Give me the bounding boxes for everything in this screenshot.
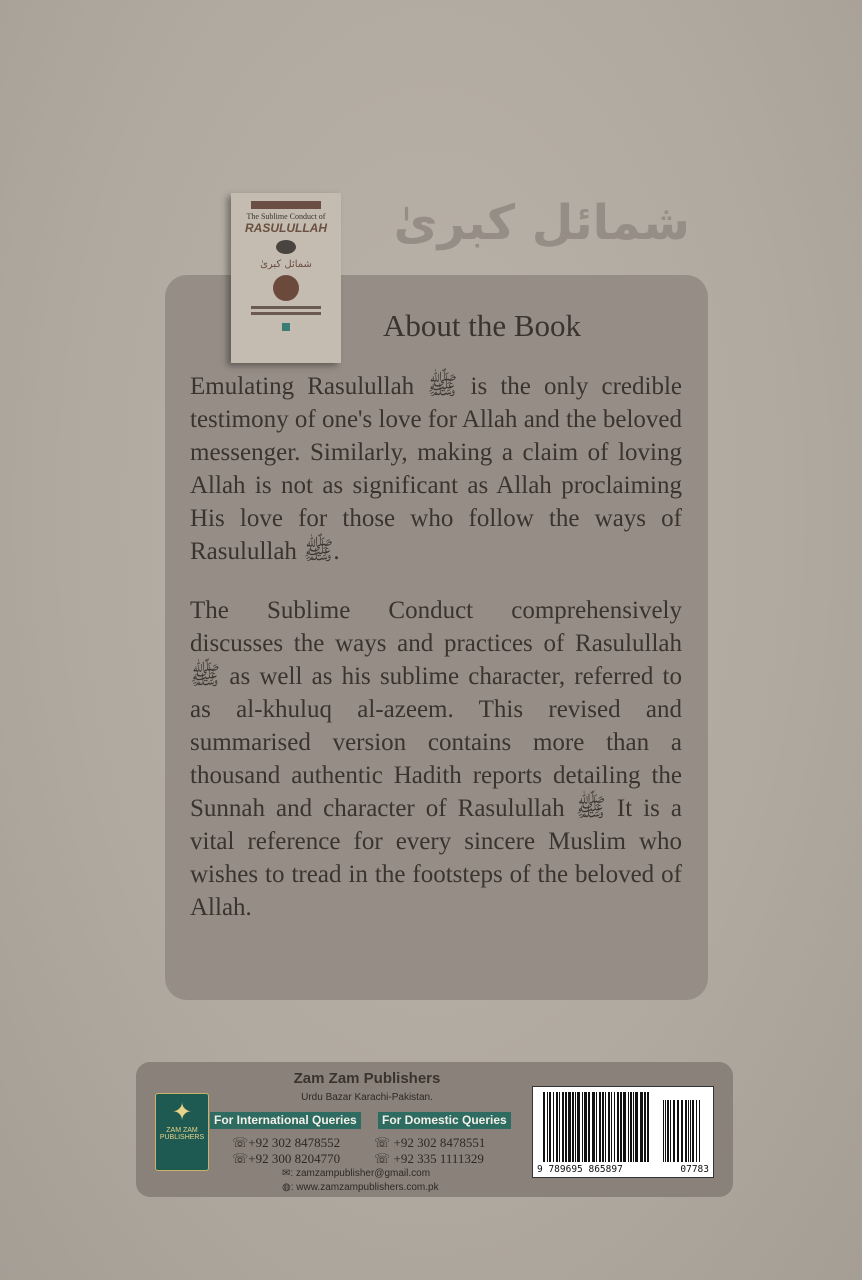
barcode-bar: [630, 1092, 632, 1162]
barcode-bar: [635, 1092, 638, 1162]
phone-icon: ☏: [374, 1135, 394, 1150]
barcode-bar: [562, 1092, 564, 1162]
barcode-bar: [547, 1092, 548, 1162]
isbn-digits: 9 789695 865897: [537, 1164, 623, 1175]
phone-number: +92 335 1111329: [393, 1151, 484, 1166]
barcode-bar: [677, 1100, 679, 1162]
barcode-bar: [699, 1100, 700, 1162]
barcode-bar: [681, 1100, 683, 1162]
barcode-bar: [565, 1092, 567, 1162]
barcode-bar: [690, 1100, 691, 1162]
publisher-logo: [155, 1093, 209, 1171]
barcode-bar: [575, 1092, 576, 1162]
thumbnail-arabic: شمائل کبریٰ: [260, 259, 312, 270]
about-heading: About the Book: [383, 308, 582, 343]
paragraph: The Sublime Conduct comprehensively discusses the ways and practices of Rasulullah ﷺ as well as his sublime character, referred to as al-khuluq al-azeem. This revised and summarised version contains more than a thousand authentic Hadith reports detailing the Sunnah and character of Rasulullah ﷺ It is a vital reference for every sincere Muslim who wishes to tread in the footsteps of the beloved of Allah.: [190, 597, 683, 921]
zamzam-emblem-icon: ✦: [171, 1099, 193, 1126]
publisher-logo-icon: [282, 323, 290, 331]
barcode-bar: [543, 1092, 545, 1162]
barcode-bar: [572, 1092, 574, 1162]
barcode-bar: [647, 1092, 649, 1162]
email-icon: ✉:: [282, 1168, 296, 1179]
barcode-bar: [582, 1092, 583, 1162]
barcode-bar: [663, 1100, 664, 1162]
publisher-name: Zam Zam Publishers: [293, 1070, 441, 1087]
barcode-bar: [628, 1092, 629, 1162]
barcode-bar: [623, 1092, 626, 1162]
thumbnail-subtitle: The Sublime Conduct of: [246, 212, 326, 221]
paragraph: Emulating Rasulullah ﷺ is the only credible testimony of one's love for Allah and the beloved messenger. Similarly, making a claim of loving Allah is not as significant as Allah proclaiming His love for those who follow the ways of Rasulullah ﷺ.: [190, 373, 682, 565]
isbn-barcode: [532, 1086, 714, 1178]
barcode-bar: [617, 1092, 619, 1162]
barcode-bar: [685, 1100, 687, 1162]
barcode-bar: [644, 1092, 646, 1162]
barcode-bar: [620, 1092, 622, 1162]
phone-number: +92 302 8478551: [393, 1135, 486, 1150]
barcode-bar: [584, 1092, 587, 1162]
email[interactable]: zamzampublisher@gmail.com: [295, 1168, 431, 1179]
globe-icon: ◍:: [282, 1182, 297, 1193]
publisher-box: [136, 1062, 733, 1197]
barcode-bar: [640, 1092, 643, 1162]
barcode-bar: [556, 1092, 558, 1162]
barcode-bar: [553, 1092, 554, 1162]
barcode-bar: [568, 1092, 571, 1162]
phone-number: +92 302 8478552: [248, 1135, 341, 1150]
publisher-address: Urdu Bazar Karachi-Pakistan.: [301, 1092, 433, 1103]
barcode-bar: [614, 1092, 615, 1162]
logo-text: ZAM ZAM PUBLISHERS: [159, 1127, 205, 1141]
addon-digits: 07783: [680, 1164, 709, 1175]
about-text: [190, 370, 682, 950]
barcode-bar: [596, 1092, 597, 1162]
barcode-bars: [543, 1092, 703, 1162]
arabic-title: شمائل کبریٰ: [393, 195, 690, 251]
barcode-bar: [696, 1100, 697, 1162]
translator-line: [251, 312, 321, 315]
thumbnail-title: RASULULLAH: [245, 221, 327, 235]
barcode-bar: [592, 1092, 595, 1162]
barcode-bar: [633, 1092, 634, 1162]
barcode-bar: [673, 1100, 675, 1162]
barcode-bar: [599, 1092, 601, 1162]
phone-number: +92 300 8204770: [248, 1151, 341, 1166]
barcode-bar: [577, 1092, 580, 1162]
domestic-label: For Domestic Queries: [378, 1112, 511, 1129]
barcode-bar: [667, 1100, 669, 1162]
calligraphy-seal-icon: [276, 240, 296, 254]
phone-icon: ☏: [232, 1135, 249, 1150]
barcode-bar: [665, 1100, 666, 1162]
barcode-bar: [549, 1092, 551, 1162]
barcode-bar: [602, 1092, 604, 1162]
barcode-bar: [611, 1092, 612, 1162]
international-label: For International Queries: [210, 1112, 361, 1129]
phone-icon: ☏: [232, 1151, 249, 1166]
barcode-bar: [670, 1100, 671, 1162]
barcode-bar: [608, 1092, 610, 1162]
website[interactable]: www.zamzampublishers.com.pk: [296, 1182, 439, 1193]
author-line: [251, 306, 321, 309]
barcode-bar: [559, 1092, 560, 1162]
barcode-bar: [588, 1092, 590, 1162]
medallion-icon: [273, 275, 299, 301]
phone-icon: ☏: [374, 1151, 394, 1166]
barcode-bar: [605, 1092, 606, 1162]
barcode-bar: [688, 1100, 689, 1162]
barcode-bar: [692, 1100, 694, 1162]
thumbnail-tag: [251, 201, 321, 209]
book-thumbnail: [231, 193, 341, 363]
